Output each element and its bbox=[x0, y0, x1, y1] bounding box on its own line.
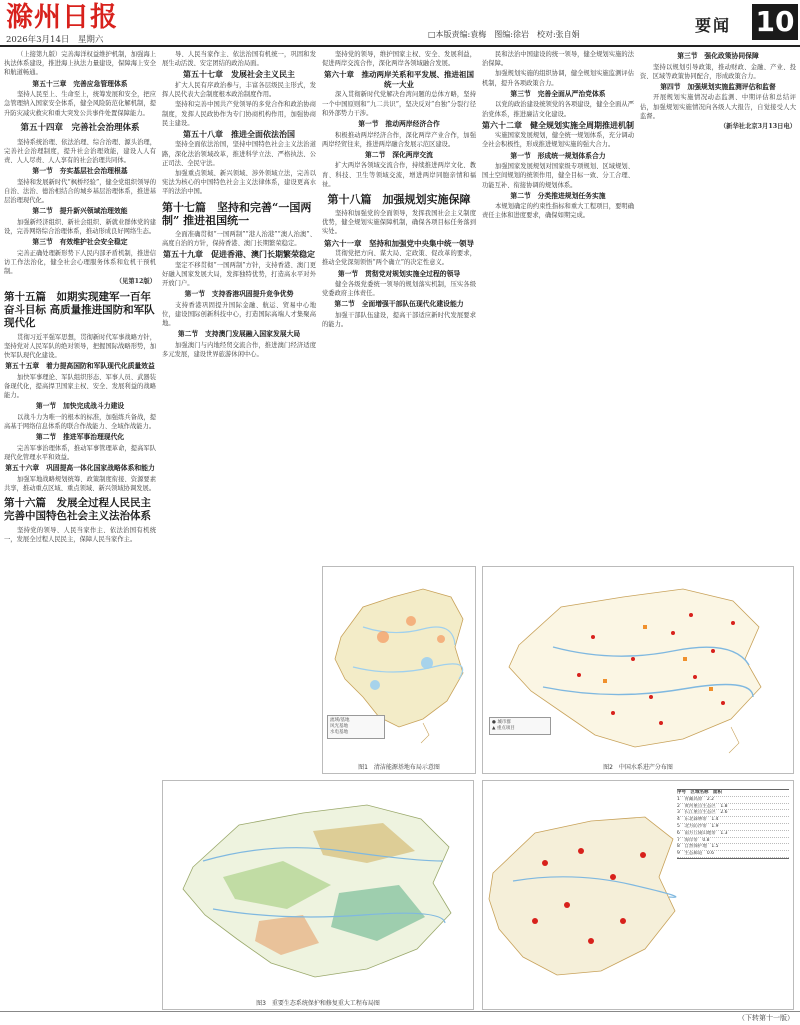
continued-note: （下转第十一版） bbox=[738, 1014, 794, 1022]
article-paragraph: 坚持以规划引导政策，推动财政、金融、产业、投资、区域等政策协同配合，形成政策合力。 bbox=[640, 63, 796, 80]
ecosystem-restoration-map bbox=[162, 780, 474, 1010]
article-paragraph: 坚持全面依法治国，坚持中国特色社会主义法治道路，深化法治领域改革，推进科学立法、严格执法、公正司法、全民守法。 bbox=[162, 141, 316, 167]
section-heading: 第四节 加强规划实施监测评估和监督 bbox=[660, 82, 776, 91]
article-paragraph: 加强澳门与内地经贸交流合作，推进澳门经济适度多元发展，建设世界旅游休闲中心。 bbox=[162, 341, 316, 358]
article-paragraph: 民和法治中国建设的统一领导，健全规划实施的法治保障。 bbox=[482, 51, 634, 68]
table-row: 序号 区域名称 面积 bbox=[677, 790, 789, 797]
article-paragraph: 开展规划实施情况动态监测、中期评估和总结评估，加强规划实施情况向各级人大报告，自觉接受人大监督。 bbox=[640, 94, 796, 120]
legend-item: 风光基地 bbox=[330, 724, 348, 729]
article-paragraph: （上接第九版）完善海洋权益维护机制，加强海上执法体系建设，推进海上执法力量建设，保障海上安全和航道畅通。 bbox=[4, 51, 156, 77]
section-heading: 第三节 有效维护社会安全稳定 bbox=[32, 238, 128, 247]
section-heading: 第三节 完善全面从严治党体系 bbox=[510, 89, 606, 98]
article-paragraph: 全面准确贯彻“一国两制”“港人治港”“澳人治澳”、高度自治的方针，保持香港、澳门长期繁荣稳定。 bbox=[162, 230, 316, 247]
clean-energy-map bbox=[322, 566, 476, 774]
article-paragraph: 导、人民当家作主、依法治国有机统一，巩固和发展生动活泼、安定团结的政治局面。 bbox=[162, 51, 316, 68]
table-row: 5 北方防沙带 1.9 bbox=[677, 824, 789, 831]
table-row: 2 黄河重点生态区 1.8 bbox=[677, 804, 789, 811]
table-row: 1 青藏高原 2.2 bbox=[677, 797, 789, 804]
legend-item: 流域/基地 bbox=[330, 718, 350, 723]
section-heading: 第一节 夯实基层社会治理根基 bbox=[32, 167, 128, 176]
legend-item: 水电基地 bbox=[330, 730, 348, 735]
section-heading: 第三节 强化政策协同保障 bbox=[677, 52, 759, 60]
chapter-heading: 第五十八章 推进全面依法治国 bbox=[183, 128, 295, 139]
chapter-heading: 第六十一章 坚持和加强党中央集中统一领导 bbox=[324, 238, 474, 248]
column-1 bbox=[4, 50, 156, 1010]
article-paragraph: 实施国家发展规划，健全统一规划体系，充分调动全社会积极性，形成推进规划实施的强大合力。 bbox=[482, 132, 634, 149]
section-heading: 第二节 提升新兴领域治理效能 bbox=[32, 207, 128, 216]
continuation-note: （见第12版） bbox=[115, 278, 156, 286]
article-paragraph: 深入贯彻新时代党解决台湾问题的总体方略，坚持一个中国原则和“九二共识”，坚决反对“台独”分裂行径和外部势力干涉。 bbox=[322, 91, 476, 117]
section-heading: 第二节 推进军事治理现代化 bbox=[35, 433, 125, 442]
article-paragraph: 完善军事治理体系，推动军事管理革命，提高军队现代化管理水平和效益。 bbox=[4, 444, 156, 461]
map-legend bbox=[327, 715, 385, 739]
article-paragraph: 加强规划实施的组织协调，健全规划实施监测评估机制，提升各项政策合力。 bbox=[482, 70, 634, 87]
chapter-heading: 第六十二章 健全规划实施全周期推进机制 bbox=[482, 119, 634, 130]
section-heading: 第二节 深化两岸交流 bbox=[365, 150, 433, 159]
masthead bbox=[0, 0, 800, 46]
editor-credits: □本版责编:袁梅 图编:徐岩 校对:张自娟 bbox=[428, 30, 580, 39]
section-heading: 第二节 支持澳门发展融入国家发展大局 bbox=[177, 330, 301, 339]
china-map-graphic-3 bbox=[163, 781, 474, 1010]
article-paragraph: 坚持和完善中国共产党领导的多党合作和政治协商制度，发挥人民政协作为专门协商机构作用，加强协商民主建设。 bbox=[162, 101, 316, 127]
article-paragraph: 积极推动两岸经济合作，深化两岸产业合作，加强两岸经贸往来，推进两岸融合发展示范区建设。 bbox=[322, 131, 476, 148]
table-row: 8 自然保护地 1.5 bbox=[677, 844, 789, 851]
dateline: （新华社北京3月13日电） bbox=[719, 123, 796, 131]
chapter-heading: 第五十七章 发展社会主义民主 bbox=[183, 69, 295, 80]
section-title: 要闻 bbox=[695, 16, 732, 35]
protection-area-map bbox=[482, 780, 794, 1010]
table-row: 3 长江重点生态区 2.6 bbox=[677, 810, 789, 817]
article-paragraph: 坚持和加强党的全面领导，发挥我国社会主义制度优势，健全规划实施保障机制，确保各项目标任务落到实处。 bbox=[322, 210, 476, 236]
article-paragraph: 支持香港巩固提升国际金融、航运、贸易中心地位，建设国际创新科技中心，打造国际高端人才集聚高地。 bbox=[162, 301, 316, 328]
article-paragraph: 加强军地战略规划统筹、政策制度衔接、资源要素共享，推动重点区域、重点领域、新兴领域协调发展。 bbox=[4, 475, 156, 492]
part-heading: 第十七篇 坚持和完善“一国两制” 推进祖国统一 bbox=[162, 200, 312, 227]
figure-caption: 图1 清洁能源基地布局示意图 bbox=[358, 764, 440, 771]
article-paragraph: 坚定不移贯彻“一国两制”方针，支持香港、澳门更好融入国家发展大局，发挥独特优势，打造高水平对外开放门户。 bbox=[162, 261, 316, 287]
china-map-graphic-2 bbox=[483, 567, 794, 774]
column-2 bbox=[162, 50, 316, 774]
section-heading: 第一节 形成统一规划体系合力 bbox=[510, 151, 606, 160]
china-map-graphic-1 bbox=[323, 567, 476, 774]
map-legend bbox=[489, 717, 551, 735]
article-paragraph: 加强新经济组织、新社会组织、新就业群体党的建设，完善网络综合治理体系，推动形成良好网络生态。 bbox=[4, 218, 156, 236]
table-row: 4 东北森林带 1.4 bbox=[677, 817, 789, 824]
figure-caption: 图2 中国水系进产分布图 bbox=[603, 764, 673, 771]
section-heading: 第二节 分类推进规划任务实施 bbox=[510, 191, 606, 200]
chapter-heading: 第五十三章 完善应急管理体系 bbox=[32, 79, 128, 88]
header-rule bbox=[0, 45, 800, 47]
issue-date: 2026年3月14日 星期六 bbox=[6, 35, 104, 45]
article-paragraph: 坚持人民至上、生命至上，统筹发展和安全，把应急管理纳入国家安全体系，健全风险防范化解机制，提升防灾减灾救灾和重大突发公共事件处置保障能力。 bbox=[4, 91, 156, 117]
chapter-heading: 第五十九章 促进香港、澳门长期繁荣稳定 bbox=[163, 249, 315, 260]
table-row: 6 南方丘陵山地带 1.3 bbox=[677, 831, 789, 838]
part-heading: 第十八篇 加强规划实施保障 bbox=[327, 193, 471, 207]
article-paragraph: 扩大两岸各领域交流合作，持续推进两岸文化、教育、科技、卫生等领域交流，增进两岸同胞亲情和福祉。 bbox=[322, 162, 476, 188]
part-heading: 第十六篇 发展全过程人民民主 完善中国特色社会主义法治体系 bbox=[4, 497, 151, 523]
section-heading: 第一节 支持香港巩固提升竞争优势 bbox=[184, 290, 294, 299]
article-paragraph: 坚持党的领导、人民当家作主、依法治国有机统一，发展全过程人民民主，保障人民当家作主。 bbox=[4, 527, 156, 544]
article-paragraph: 加快军事理论、军队组织形态、军事人员、武器装备现代化，提高捍卫国家主权、安全、发展利益的战略能力。 bbox=[4, 373, 156, 400]
article-paragraph: 加强国家发展规划对国家级专项规划、区域规划、国土空间规划的统领作用，健全目标一致、分工合理、功能互补、衔接协调的规划体系。 bbox=[482, 163, 634, 189]
article-paragraph: 以党的政治建设统领党的各项建设，健全全面从严治党体系，推进廉洁文化建设。 bbox=[482, 101, 634, 118]
article-paragraph: 坚持系统治理、依法治理、综合治理、源头治理，完善社会治理制度，提升社会治理效能，建设人人有责、人人尽责、人人享有的社会治理共同体。 bbox=[4, 138, 156, 165]
article-paragraph: 加强重点领域、新兴领域、涉外领域立法，完善以宪法为核心的中国特色社会主义法律体系，建设更高水平的法治中国。 bbox=[162, 170, 316, 196]
article-paragraph: 加强干部队伍建设，提高干部适应新时代发展要求的能力。 bbox=[322, 311, 476, 329]
column-4 bbox=[482, 50, 634, 562]
footer-rule bbox=[0, 1011, 800, 1012]
column-3 bbox=[322, 50, 476, 562]
chapter-heading: 第五十六章 巩固提高一体化国家战略体系和能力 bbox=[5, 464, 155, 473]
chapter-heading: 第五十四章 完善社会治理体系 bbox=[20, 122, 140, 133]
section-heading: 第一节 加快完成战斗力建设 bbox=[35, 402, 125, 411]
article-paragraph: 健全各级党委统一领导的规划落实机制，压实各级党委政府主体责任。 bbox=[322, 281, 476, 298]
part-heading: 第十五篇 如期实现建军一百年奋斗目标 高质量推进国防和军队现代化 bbox=[4, 290, 155, 329]
article-paragraph: 扩大人民有序政治参与，丰富各层级民主形式，发挥人民代表大会制度根本政治制度作用。 bbox=[162, 81, 316, 99]
article-paragraph: 本规划确定的约束性指标和重大工程项目，要明确责任主体和进度要求，确保如期完成。 bbox=[482, 203, 634, 220]
legend-item: ● 城市群 bbox=[492, 720, 511, 725]
column-5 bbox=[640, 50, 796, 562]
article-paragraph: 贯彻党把方向、谋大局、定政策、促改革的要求，推动全党深刻领悟“两个确立”的决定性意义。 bbox=[322, 250, 476, 267]
table-row: 7 海岸带 0.8 bbox=[677, 838, 789, 845]
page-number: 10 bbox=[752, 4, 798, 40]
section-heading: 第二节 全面增强干部队伍现代化建设能力 bbox=[334, 300, 464, 309]
article-paragraph: 坚持党的领导，维护国家主权、安全、发展利益，促进两岸交流合作，深化两岸各领域融合发展。 bbox=[322, 51, 476, 68]
article-paragraph: 以战斗力为唯一的根本的标准，加强练兵备战，提高基于网络信息体系的联合作战能力、全域作战能力。 bbox=[4, 413, 156, 431]
section-heading: 第一节 贯彻党对规划实施全过程的领导 bbox=[337, 269, 461, 278]
data-table bbox=[677, 789, 789, 859]
figure-caption: 图3 重要生态系统保护和修复重大工程布局图 bbox=[256, 1000, 380, 1007]
water-system-map bbox=[482, 566, 794, 774]
article-paragraph: 贯彻习近平强军思想，贯彻新时代军事战略方针，坚持党对人民军队的绝对领导，把握国际战略形势，加快军队现代化建设。 bbox=[4, 333, 156, 360]
newspaper-logo: 滁州日报 bbox=[6, 2, 118, 33]
article-paragraph: 坚持和发展新时代“枫桥经验”，健全党组织领导的自治、法治、德治相结合的城乡基层治理体系，推进基层治理现代化。 bbox=[4, 178, 156, 205]
chapter-heading: 第六十章 推动两岸关系和平发展、推进祖国统一大业 bbox=[324, 70, 474, 89]
legend-item: ▲ 重点项目 bbox=[492, 726, 515, 731]
table-row: 9 生态廊道 0.6 bbox=[677, 851, 789, 858]
section-heading: 第一节 推动两岸经济合作 bbox=[358, 120, 440, 129]
article-paragraph: 完善正确处理新形势下人民内部矛盾机制，推进信访工作法治化，健全社会心理服务体系和危机干预机制。 bbox=[4, 249, 156, 276]
chapter-heading: 第五十五章 着力提高国防和军队现代化质量效益 bbox=[5, 362, 155, 371]
